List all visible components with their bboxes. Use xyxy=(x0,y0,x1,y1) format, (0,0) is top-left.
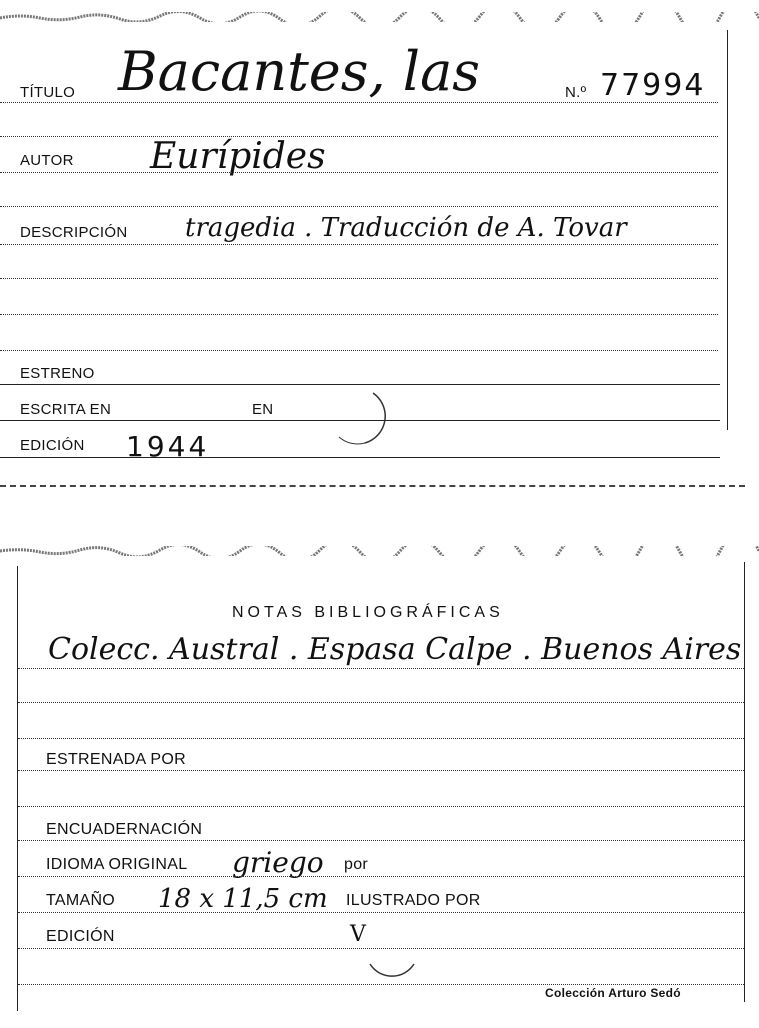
autor-label: AUTOR xyxy=(20,152,74,169)
notas-line-1 xyxy=(18,668,744,669)
v-value: V xyxy=(350,922,366,947)
edicion-label: EDICIÓN xyxy=(20,437,85,454)
estrenada-line xyxy=(18,770,744,771)
idioma-line xyxy=(18,876,744,877)
autor-value: Eurípides xyxy=(150,136,326,177)
descripcion-label: DESCRIPCIÓN xyxy=(20,224,128,241)
estreno-label: ESTRENO xyxy=(20,365,95,382)
tamano-label: TAMAÑO xyxy=(46,892,116,909)
titulo-label: TÍTULO xyxy=(20,84,76,101)
edicion2-label: EDICIÓN xyxy=(46,928,115,945)
left-card-border xyxy=(17,566,18,1011)
notas-heading: NOTAS BIBLIOGRÁFICAS xyxy=(232,604,504,621)
encuadernacion-line xyxy=(18,840,744,841)
notas-line-2 xyxy=(18,702,744,703)
titulo-value: Bacantes, las xyxy=(118,40,480,103)
coleccion-label: Colección Arturo Sedó xyxy=(545,986,681,1000)
idioma-value: griego xyxy=(232,846,324,879)
edicion-value: 1944 xyxy=(126,430,210,463)
notas-line-3 xyxy=(18,738,744,739)
idioma-label: IDIOMA ORIGINAL xyxy=(46,856,188,873)
bottom-line xyxy=(18,984,744,985)
numero-label: N.º xyxy=(565,84,587,101)
torn-top-edge-2 xyxy=(0,546,759,556)
por-label: por xyxy=(344,856,369,873)
tamano-value: 18 x 11,5 cm xyxy=(158,884,328,914)
en-label: EN xyxy=(252,401,274,418)
tamano-line xyxy=(18,912,744,913)
numero-value: 77994 xyxy=(600,68,706,103)
encuadernacion-label: ENCUADERNACIÓN xyxy=(46,821,203,838)
punch-hole-2 xyxy=(362,920,422,980)
descripcion-value: tragedia . Traducción de A. Tovar xyxy=(185,213,627,243)
notas-value: Colecc. Austral . Espasa Calpe . Buenos Aires xyxy=(48,632,742,667)
right-card-border-2 xyxy=(744,562,745,1002)
blank-line xyxy=(18,806,744,807)
escrita-label: ESCRITA EN xyxy=(20,401,112,418)
estrenada-label: ESTRENADA POR xyxy=(46,751,186,768)
ilustrado-label: ILUSTRADO POR xyxy=(346,892,481,909)
